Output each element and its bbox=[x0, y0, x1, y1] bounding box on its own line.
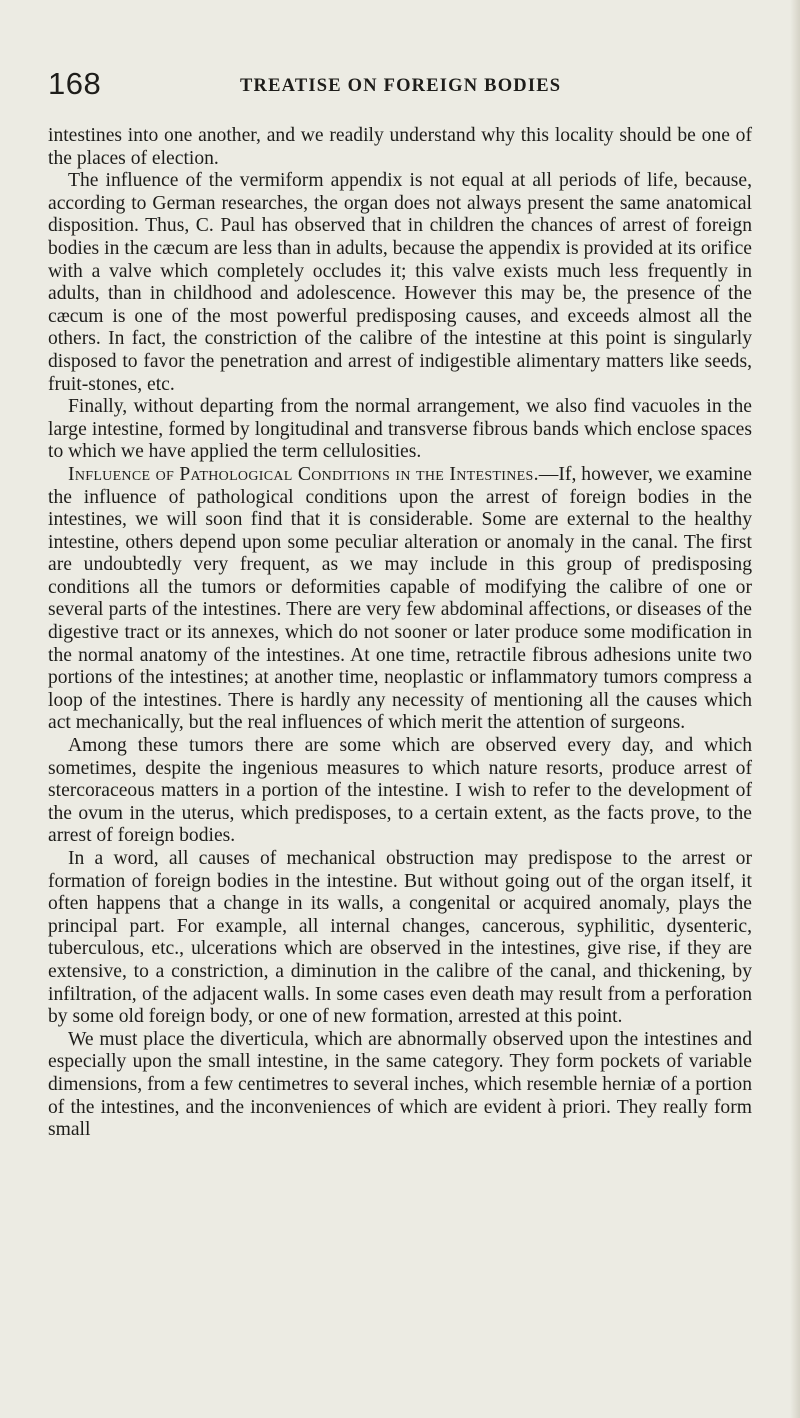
paragraph-4-text: —If, however, we examine the influence of pathological conditions upon the arrest of foreign bodies in the intestines, we will soon find that it is considerable. Some are external to the healthy intestine, others depend upon some peculiar alteration or anomaly in the canal. The first are undoubtedly very frequent, as we may include in this group of predisposing conditions all the tumors or deformities capable of modifying the calibre of one or several parts of the intestines. There are very few abdominal affections, or diseases of the digestive tract or its annexes, which do not sooner or later produce some modification in the normal anatomy of the intestines. At one time, retractile fibrous adhesions unite two portions of the intestines; at another time, neoplastic or inflammatory tumors compress a loop of the intestines. There is hardly any necessity of mentioning all the causes which act mechanically, but the real influences of which merit the attention of surgeons. bbox=[48, 463, 752, 734]
paragraph-6: In a word, all causes of mechanical obstruction may predispose to the arrest or formation of foreign bodies in the intestine. But without going out of the organ itself, it often happens that a change in its walls, a congenital or acquired anomaly, plays the principal part. For example, all internal changes, cancerous, syphilitic, dysenteric, tuberculous, etc., ulcerations which are observed in the intestines, give rise, if they are extensive, to a constriction, a diminution in the calibre of the canal, and thickening, by infiltration, of the adjacent walls. In some cases even death may result from a perforation by some old foreign body, or one of new formation, arrested at this point. bbox=[48, 848, 752, 1028]
paragraph-2: The influence of the vermiform appendix is not equal at all periods of life, because, according to German researches, the organ does not always present the same anatomical disposition. Thus, C. Paul has observed that in children the chances of arrest of foreign bodies in the cæcum are less than in adults, because the appendix is provided at its orifice with a valve which completely occludes it; this valve exists much less frequently in adults, than in childhood and adolescence. However this may be, the presence of the cæcum is one of the most powerful predisposing causes, and exceeds almost all the others. In fact, the constriction of the calibre of the intestine at this point is singularly disposed to favor the penetration and arrest of indigestible alimentary matters like seeds, fruit-stones, etc. bbox=[48, 170, 752, 395]
page-edge-shadow bbox=[790, 0, 800, 1418]
paragraph-5: Among these tumors there are some which are observed every day, and which sometimes, despite the ingenious measures to which nature resorts, produce arrest of stercoraceous matters in a portion of the intestine. I wish to refer to the development of the ovum in the uterus, which predisposes, to a certain extent, as the facts prove, to the arrest of foreign bodies. bbox=[48, 735, 752, 847]
page-number: 168 bbox=[48, 66, 102, 101]
paragraph-1: intestines into one another, and we readily understand why this locality should be one of the places of election. bbox=[48, 125, 752, 169]
section-heading: Influence of Pathological Conditions in the Intestines. bbox=[68, 463, 539, 485]
paragraph-3: Finally, without departing from the normal arrangement, we also find vacuoles in the large intestine, formed by longitudinal and transverse fibrous bands which enclose spaces to which we have applied the term cellulosities. bbox=[48, 396, 752, 463]
paragraph-7: We must place the diverticula, which are abnormally observed upon the intestines and especially upon the small intestine, in the same category. They form pockets of variable dimensions, from a few centimetres to several inches, which resemble herniæ of a portion of the intestines, and the inconveniences of which are evident à priori. They really form small bbox=[48, 1028, 752, 1141]
running-title: TREATISE ON FOREIGN BODIES bbox=[240, 76, 562, 96]
paragraph-4 bbox=[48, 464, 752, 735]
page-header bbox=[48, 66, 752, 110]
body-text bbox=[48, 125, 752, 1142]
